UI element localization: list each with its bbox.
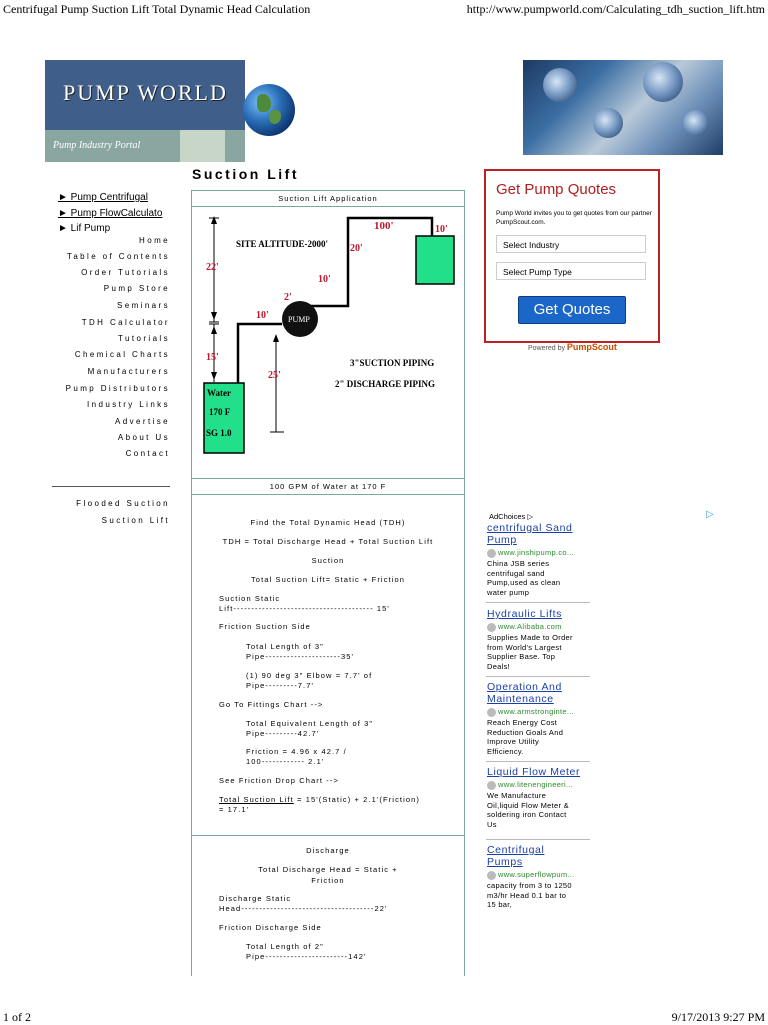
- dim-25: 25': [268, 370, 281, 381]
- ad-url-link[interactable]: www.armstronginte...: [487, 707, 574, 717]
- quote-ad-title: Get Pump Quotes: [496, 181, 617, 198]
- ad-separator: [486, 602, 590, 603]
- adchoices-label[interactable]: AdChoices ▷: [489, 512, 534, 521]
- nav-link-about-us[interactable]: About Us: [117, 433, 170, 442]
- dim-20: 20': [350, 243, 363, 254]
- dim-100: 100': [374, 220, 394, 232]
- ad-info-icon[interactable]: ▷: [706, 509, 714, 520]
- ad-url-link[interactable]: www.superflowpum...: [487, 870, 575, 880]
- discharge-friction-side: Friction Discharge Side: [219, 923, 322, 932]
- ad-description: We Manufacture Oil,liquid Flow Meter & soldering iron Contact Us: [487, 791, 569, 829]
- ad-separator: [486, 839, 590, 840]
- nav-link-pump-store[interactable]: Pump Store: [103, 284, 170, 293]
- discharge-static-label: Discharge Static: [219, 894, 292, 903]
- select-industry-dropdown[interactable]: Select Industry: [496, 235, 646, 253]
- diagram-panel-header: Suction Lift Application: [192, 191, 464, 207]
- site-favicon-icon: [487, 871, 496, 880]
- nav-link-flooded-suction[interactable]: Flooded Suction: [76, 499, 170, 508]
- calc-friction-side: Friction Suction Side: [219, 622, 311, 631]
- calc-equiv-label: Total Equivalent Length of 3": [246, 719, 374, 728]
- dim-10-riser: 10': [318, 274, 331, 285]
- calc-static-label: Suction Static: [219, 594, 281, 603]
- site-favicon-icon: [487, 549, 496, 558]
- total-suction-label: Total Suction Lift: [219, 795, 294, 804]
- ad-title-link[interactable]: centrifugal Sand Pump: [487, 522, 573, 546]
- calc-tdh-formula-2: Suction: [311, 556, 345, 565]
- print-footer-page: 1 of 2: [3, 1010, 31, 1024]
- site-altitude-label: SITE ALTITUDE-2000': [236, 239, 328, 249]
- discharge-formula2: Friction: [311, 876, 345, 885]
- discharge-piping-label: 2" DISCHARGE PIPING: [335, 379, 436, 389]
- nav-link-manufacturers[interactable]: Manufacturers: [87, 367, 170, 376]
- calc-panel-header: 100 GPM of Water at 170 F: [192, 479, 464, 495]
- nav-link-industry-links[interactable]: Industry Links: [87, 400, 170, 409]
- calc-total-len-line: Pipe---------------------35': [246, 652, 355, 661]
- nav-link-contact[interactable]: Contact: [125, 449, 170, 458]
- ad-description: China JSB series centrifugal sand Pump,used as clean water pump: [487, 559, 561, 597]
- ad-url-link[interactable]: www.Alibaba.com: [487, 622, 562, 632]
- suction-lift-diagram: [192, 206, 464, 476]
- calc-equiv-line: Pipe---------42.7': [246, 729, 320, 738]
- ad-title-link[interactable]: Liquid Flow Meter: [487, 766, 581, 778]
- nav-link-table-of-contents[interactable]: Table of Contents: [66, 252, 170, 261]
- ad-separator: [486, 761, 590, 762]
- calc-friction-line2: 100------------ 2.1': [246, 757, 325, 766]
- discharge-panel: [191, 835, 465, 976]
- discharge-formula1: Total Discharge Head = Static +: [258, 865, 398, 874]
- select-pump-type-dropdown[interactable]: Select Pump Type: [496, 262, 646, 280]
- calc-tdh-formula: TDH = Total Discharge Head + Total Suction Lift: [222, 537, 434, 546]
- pumpscout-logo: PumpScout: [566, 342, 617, 352]
- ad-url-link[interactable]: www.litenengineeri...: [487, 780, 573, 790]
- discharge-static-line: Head-------------------------------------22': [219, 904, 388, 913]
- discharge-len-label: Total Length of 2": [246, 942, 324, 951]
- banner-tab: [180, 130, 225, 162]
- ad-url-link[interactable]: www.jinshipump.co...: [487, 548, 574, 558]
- nav-link-suction-lift[interactable]: Suction Lift: [101, 516, 170, 525]
- nav-link-order-tutorials[interactable]: Order Tutorials: [81, 268, 170, 277]
- print-header-url: http://www.pumpworld.com/Calculating_tdh_suction_lift.htm: [466, 2, 765, 16]
- dim-15: 15': [206, 352, 219, 363]
- calc-total-suction-line2: = 17.1': [219, 805, 250, 814]
- nav-link-lift-pump[interactable]: ► Lif Pump: [58, 223, 111, 233]
- nav-link-home[interactable]: Home: [139, 236, 170, 245]
- total-suction-rest: = 15'(Static) + 2.1'(Friction): [293, 795, 421, 804]
- discharge-header: Discharge: [306, 846, 350, 855]
- nav-link-seminars[interactable]: Seminars: [117, 301, 170, 310]
- friction-drop-chart-link[interactable]: See Friction Drop Chart -->: [219, 776, 339, 785]
- site-banner[interactable]: [45, 60, 245, 162]
- powered-by: Powered by PumpScout: [528, 342, 617, 352]
- get-quotes-button[interactable]: Get Quotes: [518, 296, 626, 324]
- ad-description: Supplies Made to Order from World's Largest Supplier Base. Top Deals!: [487, 633, 573, 671]
- nav-link-pump-centrifugal[interactable]: ► Pump Centrifugal: [58, 192, 148, 203]
- print-header-title: Centrifugal Pump Suction Lift Total Dynamic Head Calculation: [3, 2, 311, 16]
- discharge-tank: [416, 236, 454, 284]
- header-decorative-image: [523, 60, 723, 155]
- pump-quotes-ad: [484, 169, 660, 343]
- dim-22: 22': [206, 262, 219, 273]
- discharge-len-line: Pipe-----------------------142': [246, 952, 367, 961]
- dim-10-top: 10': [435, 224, 448, 235]
- nav-link-pump-flow-calculator[interactable]: ► Pump FlowCalculato: [58, 208, 163, 219]
- nav-link-tdh-calculator[interactable]: TDH Calculator: [81, 318, 170, 327]
- calc-static-line: Lift--------------------------------------- 15': [219, 604, 390, 613]
- calc-elbow-line2: Pipe---------7.7': [246, 681, 315, 690]
- pump-label: PUMP: [288, 315, 310, 324]
- print-footer-datetime: 9/17/2013 9:27 PM: [671, 1010, 765, 1024]
- tank-water-label: Water: [207, 388, 231, 398]
- ad-description: capacity from 3 to 1250 m3/hr Head 0.1 bar to 15 bar,: [487, 881, 572, 909]
- calc-total-len-label: Total Length of 3": [246, 642, 324, 651]
- fittings-chart-link[interactable]: Go To Fittings Chart -->: [219, 700, 324, 709]
- nav-link-chemical-charts[interactable]: Chemical Charts: [74, 350, 170, 359]
- calc-suction-formula: Total Suction Lift= Static + Friction: [250, 575, 406, 584]
- nav-link-advertise[interactable]: Advertise: [115, 417, 170, 426]
- ad-title-link[interactable]: Centrifugal Pumps: [487, 844, 545, 868]
- site-favicon-icon: [487, 623, 496, 632]
- suction-piping-label: 3"SUCTION PIPING: [350, 358, 435, 368]
- nav-link-pump-distributors[interactable]: Pump Distributors: [65, 384, 170, 393]
- tank-sg-label: SG 1.0: [206, 428, 232, 438]
- ad-separator: [486, 676, 590, 677]
- nav-link-tutorials[interactable]: Tutorials: [118, 334, 170, 343]
- dim-2: 2': [284, 292, 292, 303]
- calc-elbow-line1: (1) 90 deg 3" Elbow = 7.7' of: [246, 671, 373, 680]
- site-logo-title: PUMP WORLD: [63, 80, 228, 105]
- tank-temp-label: 170 F: [209, 407, 231, 417]
- site-favicon-icon: [487, 708, 496, 717]
- ad-title-link[interactable]: Hydraulic Lifts: [487, 608, 562, 620]
- site-tagline: Pump Industry Portal: [53, 140, 141, 151]
- calc-friction-line1: Friction = 4.96 x 42.7 /: [246, 747, 347, 756]
- quote-ad-text: Pump World invites you to get quotes from our partner PumpScout.com.: [496, 210, 652, 226]
- calc-panel: [191, 478, 465, 836]
- globe-icon: [243, 84, 295, 136]
- calc-find: Find the Total Dynamic Head (TDH): [250, 518, 406, 527]
- dim-10-suction: 10': [256, 310, 269, 321]
- page-title: Suction Lift: [192, 166, 299, 182]
- ad-description: Reach Energy Cost Reduction Goals And Improve Utility Efficiency.: [487, 718, 564, 756]
- site-favicon-icon: [487, 781, 496, 790]
- nav-divider: [52, 486, 170, 487]
- ad-title-link[interactable]: Operation And Maintenance: [487, 681, 562, 705]
- diagram-panel: [191, 190, 465, 479]
